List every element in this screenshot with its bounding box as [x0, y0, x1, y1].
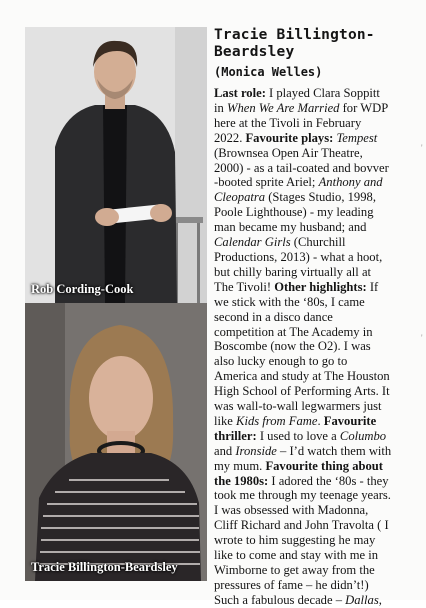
body-text-run: Anthony and: [318, 175, 383, 190]
body-line: [214, 161, 420, 176]
body-line: [214, 101, 420, 116]
body-line: [214, 444, 420, 459]
body-line: [214, 86, 420, 101]
body-text-run: When We Are Married: [226, 100, 340, 115]
body-text-run: took me through my teenage years.: [214, 488, 391, 503]
body-text-run: .: [317, 413, 324, 428]
body-text-run: man became my husband; and: [214, 220, 367, 235]
body-text-run: Favourite thing about: [265, 458, 383, 473]
body-text-run: Ironside: [235, 443, 277, 458]
photo-caption: Rob Cording-Cook: [31, 282, 134, 296]
body-line: [214, 131, 420, 146]
body-text-run: we stick with the ‘80s, I came: [214, 294, 365, 309]
body-text-run: thriller:: [214, 428, 257, 443]
body-text-run: Tempest: [336, 130, 378, 145]
body-text-run: (Brownsea Open Air Theatre,: [214, 145, 363, 160]
body-text-run: Such a fabulous decade –: [214, 592, 346, 607]
body-text-run: in: [214, 100, 227, 115]
body-line: [214, 339, 420, 354]
body-text-run: (Churchill: [290, 235, 346, 250]
body-text-run: pressures of fame – he didn’t!): [214, 577, 369, 592]
body-line: [214, 503, 420, 518]
body-line: [214, 310, 420, 325]
body-line: [214, 474, 420, 489]
photo-illustration: [25, 303, 207, 581]
article-body: [214, 86, 420, 608]
body-text-run: competition at The Academy in: [214, 324, 373, 339]
body-text-run: ,: [378, 592, 382, 607]
body-text-run: Other highlights:: [274, 279, 367, 294]
scan-mark: ': [421, 333, 423, 343]
body-line: [214, 429, 420, 444]
body-line: [214, 265, 420, 280]
body-text-run: Columbo: [339, 428, 387, 443]
body-text-run: but chilly baring virtually all at: [214, 264, 372, 279]
body-line: [214, 190, 420, 205]
body-text-run: -booted sprite Ariel;: [214, 175, 319, 190]
body-text-run: (Stages Studio, 1998,: [265, 190, 376, 205]
body-text-run: Poole Lighthouse) - my leading: [214, 205, 374, 220]
body-line: [214, 146, 420, 161]
body-line: [214, 220, 420, 235]
body-line: [214, 280, 420, 295]
body-text-run: like: [214, 413, 237, 428]
body-text-run: Cleopatra: [214, 190, 266, 205]
photo-illustration: [25, 27, 207, 303]
body-text-run: I was obsessed with Madonna,: [214, 503, 369, 518]
body-line: [214, 354, 420, 369]
body-line: [214, 459, 420, 474]
body-line: [214, 414, 420, 429]
body-line: [214, 369, 420, 384]
title-line: Tracie Billington-: [214, 27, 375, 43]
body-line: [214, 593, 420, 608]
body-text-run: I played Clara Soppitt: [265, 86, 380, 100]
body-text-run: 2000) - as a tail-coated and bovver: [214, 160, 389, 175]
body-text-run: here at the Tivoli in February: [214, 115, 362, 130]
body-text-run: like to come and stay with me in: [214, 548, 379, 563]
body-line: [214, 235, 420, 250]
body-text-run: my mum.: [214, 458, 266, 473]
body-text-run: If: [366, 279, 379, 294]
body-text-run: Productions, 2013) - what a hoot,: [214, 249, 383, 264]
body-line: [214, 533, 420, 548]
body-line: [214, 563, 420, 578]
body-line: [214, 295, 420, 310]
body-text-run: wrote to him suggesting he may: [214, 533, 376, 548]
body-text-run: Last role:: [214, 86, 266, 100]
body-text-run: Favourite: [323, 413, 377, 428]
body-line: [214, 488, 420, 503]
body-line: [214, 578, 420, 593]
body-text-run: America and study at The Houston: [214, 369, 390, 384]
scan-mark: ': [421, 143, 423, 153]
body-text-run: and: [214, 443, 236, 458]
article-subtitle: (Monica Welles): [214, 65, 323, 79]
body-text-run: Calendar Girls: [214, 235, 291, 250]
photo-caption: Tracie Billington-Beardsley: [31, 560, 178, 574]
body-text-run: Dallas: [345, 592, 379, 607]
body-text-run: also lucky enough to go to: [214, 354, 348, 369]
body-line: [214, 205, 420, 220]
body-line: [214, 250, 420, 265]
body-text-run: Favourite plays:: [245, 130, 334, 145]
body-text-run: the 1980s:: [214, 473, 269, 488]
body-text-run: Kids from Fame: [236, 413, 318, 428]
body-text-run: Cliff Richard and John Travolta ( I: [214, 518, 389, 533]
body-line: [214, 399, 420, 414]
body-text-run: was wall-to-wall legwarmers just: [214, 399, 382, 414]
body-text-run: 2022.: [214, 130, 246, 145]
photo-rob-cording-cook: [25, 27, 207, 303]
title-line: Beardsley: [214, 44, 295, 60]
body-line: [214, 116, 420, 131]
body-text-run: – I’d watch them with: [276, 443, 392, 458]
article: [214, 27, 420, 608]
body-text-run: High School of Performing Arts. It: [214, 384, 390, 399]
body-text-run: Boscombe (now the O2). I was: [214, 339, 371, 354]
body-line: [214, 175, 420, 190]
body-line: [214, 325, 420, 340]
body-line: [214, 518, 420, 533]
body-text-run: I adored the ‘80s - they: [268, 473, 389, 488]
body-text-run: The Tivoli!: [214, 279, 275, 294]
body-text-run: second in a disco dance: [214, 309, 333, 324]
article-title: [214, 27, 420, 61]
body-text-run: I used to love a: [256, 428, 340, 443]
photo-tracie-billington-beardsley: [25, 303, 207, 581]
body-line: [214, 384, 420, 399]
body-text-run: Wimborne to get away from the: [214, 563, 375, 577]
body-text-run: for WDP: [339, 100, 389, 115]
body-line: [214, 548, 420, 563]
